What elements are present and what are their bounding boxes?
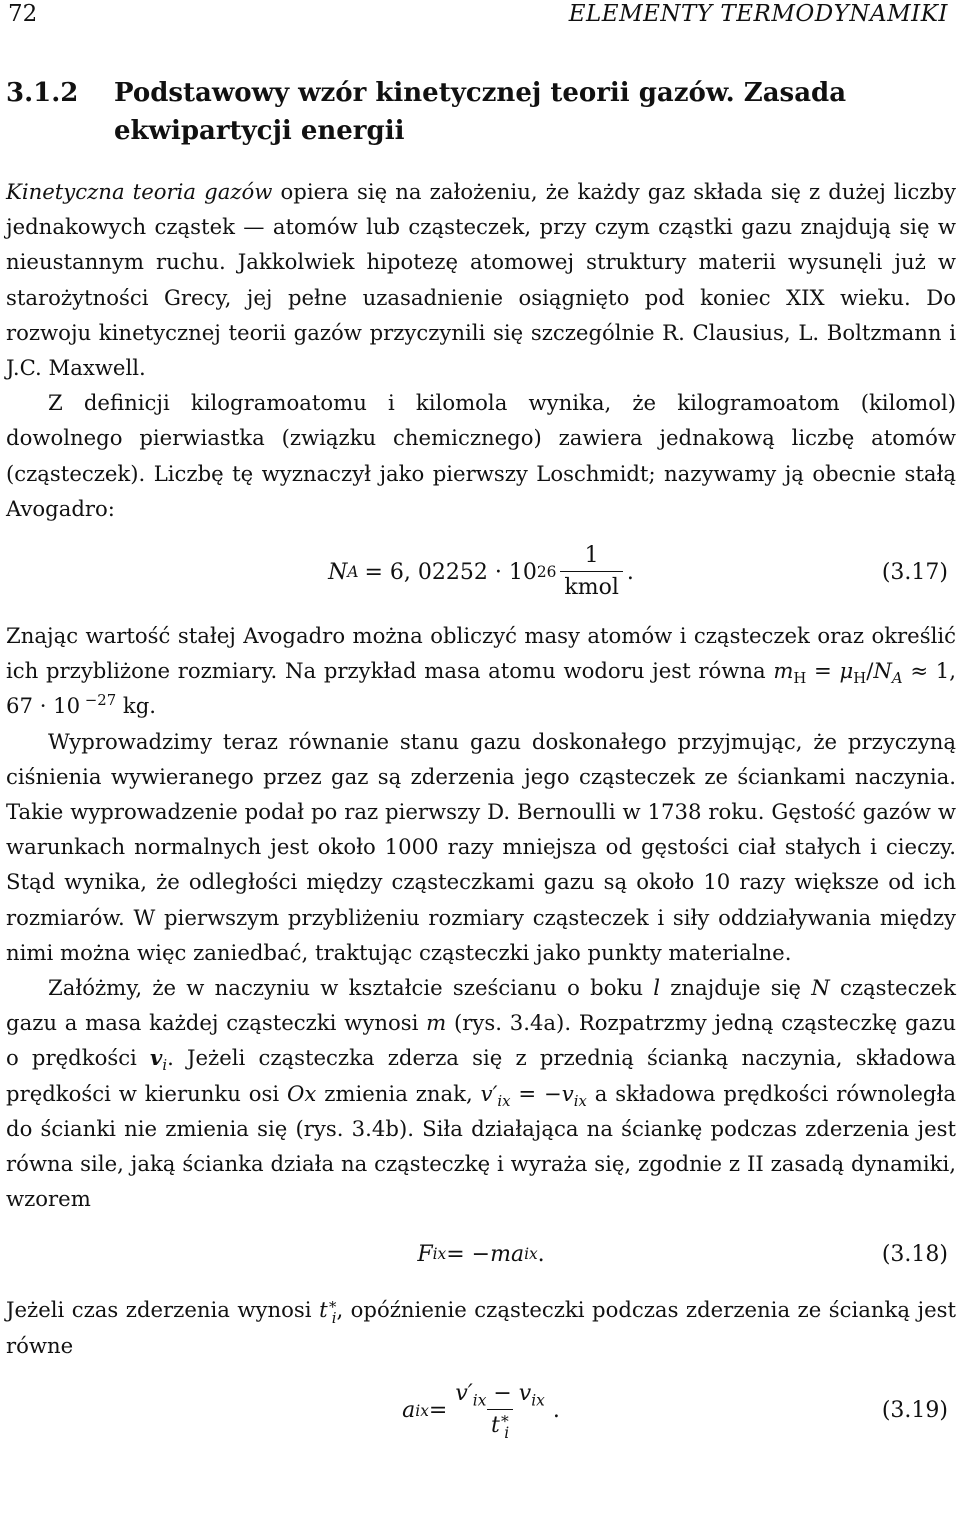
eq-fraction <box>451 1381 549 1440</box>
equation-number: (3.19) <box>881 1398 948 1424</box>
eq-symbol: ma <box>490 1241 525 1267</box>
math-sub: ix <box>573 1092 587 1110</box>
math-t: t <box>490 1413 500 1439</box>
text-run: , opóźnienie cząsteczki podczas zderzenia ze ścianką jest równe <box>6 1297 956 1358</box>
math-sub: ix <box>497 1092 511 1110</box>
text-run: Załóżmy, że w naczyniu w kształcie sześcianu o boku <box>48 975 654 1001</box>
math-v-vector: v <box>150 1045 163 1071</box>
math-sub: H <box>853 670 867 688</box>
eq-fraction <box>560 543 622 602</box>
section-heading <box>6 74 956 150</box>
page-header <box>6 0 956 40</box>
math-exp: −27 <box>80 692 117 710</box>
section-number: 3.1.2 <box>6 78 79 108</box>
paragraph-text: opiera się na założeniu, że każdy gaz składa się z dużej liczby jednakowych cząstek — atomów lub cząsteczek, przy czym cząstki gazu znajdują się w nieustannym ruchu. Jakkolwiek hipotezę atomowej struktury materii wysunęli już w starożytności Grecy, jej pełne uzasadnienie osiągnięto pod koniec XIX wieku. Do rozwoju kinetycznej teorii gazów przyczynili się szczególnie R. Clausius, L. Boltzmann i J.C. Maxwell. <box>6 179 956 381</box>
paragraph-text: Z definicji kilogramoatomu i kilomola wynika, że kilogramoatom (kilomol) dowolnego pierwiastka (związku chemicznego) zawiera jednakową liczbę atomów (cząsteczek). Liczbę tę wyznaczył jako pierwszy Loschmidt; nazywamy ją obecnie stałą Avogadro: <box>6 390 956 521</box>
paragraph-hydrogen-mass <box>6 618 956 724</box>
text-run: (rys. 3.4a). Rozpatrzmy jedną cząsteczkę gazu o prędkości <box>6 1010 956 1071</box>
math-m: m <box>426 1010 447 1036</box>
text-run: Jeżeli czas zderzenia wynosi <box>6 1297 320 1323</box>
kinetic-theory-term: Kinetyczna teoria gazów <box>6 179 273 204</box>
eq-operator: = <box>428 1398 448 1424</box>
text-run: zmienia znak, <box>316 1080 481 1106</box>
math-sub: i <box>162 1057 168 1075</box>
paragraph-collision-time <box>6 1292 956 1362</box>
page-number: 72 <box>8 1 38 27</box>
paragraph-text: Wyprowadzimy teraz równanie stanu gazu doskonałego przyjmując, że przyczyną ciśnienia wywieranego przez gaz są zderzenia jego cząsteczek ze ściankami naczynia. Takie wyprowadzenie podał po raz pierwszy D. Bernoulli w 1738 roku. Gęstość gazów w warunkach normalnych jest około 1000 razy mniejsza od gęstości ciał stałych i cieczy. Stąd wynika, że odległości między cząsteczkami gazu są około 10 razy większe od ich rozmiarów. W pierwszym przybliżeniu rozmiary cząsteczek i siły oddziaływania między nimi można więc zaniedbać, traktując cząsteczki jako punkty materialne. <box>6 728 956 965</box>
math-N: N <box>811 975 830 1001</box>
text-run: . Jeżeli cząsteczka zderza się z przednią ścianką naczynia, składowa prędkości w kierunku osi <box>6 1045 956 1106</box>
equation-body: a ix = $\frac{v'_{ix} - v_{ix}}{t^∗_i}$ . <box>402 1381 560 1442</box>
eq-end: . <box>537 1241 545 1267</box>
equation-body: F ix = − ma ix . <box>417 1241 545 1267</box>
eq-symbol: a <box>402 1398 416 1424</box>
equation-number: (3.18) <box>881 1241 948 1267</box>
math-v-prime: v′ <box>455 1381 473 1407</box>
math-m: m <box>773 658 794 684</box>
text-run: = − <box>510 1080 562 1106</box>
math-v-prime: v′ <box>480 1080 498 1106</box>
fraction-denominator: kmol <box>560 571 622 602</box>
eq-symbol: F <box>417 1241 433 1267</box>
eq-symbol: N <box>328 559 348 585</box>
math-sup: ∗ <box>499 1410 511 1429</box>
paragraph-kinetic-theory <box>6 174 956 385</box>
math-sub: i <box>331 1309 337 1327</box>
equation-3-17 <box>6 526 956 618</box>
paragraph-text: Znając wartość stałej Avogadro można obliczyć masy atomów i cząsteczek oraz określić ich przybliżone rozmiary. Na przykład masa atomu wodoru jest równa <box>6 623 956 684</box>
paragraph-avogadro-intro <box>6 385 956 526</box>
eq-value: = 6, 02252 · 10 <box>364 559 537 585</box>
section-title: Podstawowy wzór kinetycznej teorii gazów. Zasada ekwipartycji energii <box>114 78 847 146</box>
math-unit: kg. <box>116 693 157 719</box>
math-sub: ix <box>472 1391 487 1410</box>
math-Ox: Ox <box>287 1080 317 1106</box>
running-head: ELEMENTY TERMODYNAMIKI <box>568 1 948 27</box>
math-sub: A <box>891 670 903 688</box>
equation-number: (3.17) <box>881 559 948 585</box>
text-run: cząsteczek gazu a masa każdej cząsteczki wynosi <box>6 975 956 1036</box>
math-v: v <box>518 1381 532 1407</box>
math-slash: / <box>866 658 874 684</box>
text-run: a składowa prędkości równoległa do ścianki nie zmienia się (rys. 3.4b). Siła działająca na ściankę podczas zderzenia jest równa sile, jaką ścianka działa na cząsteczkę i wyraża się, zgodnie z II zasadą dynamiki, wzorem <box>6 1080 956 1212</box>
fraction-denominator <box>487 1409 513 1440</box>
paragraph-cube-model <box>6 970 956 1216</box>
math-sup: ∗ <box>327 1296 338 1314</box>
math-eq: = <box>806 658 840 684</box>
text-run: znajduje się <box>659 975 812 1001</box>
equation-body: N A = 6, 02252 · 10 26 $\frac{1}{\text{kmol}}$ . <box>328 542 634 600</box>
math-v: v <box>561 1080 574 1106</box>
math-mu: μ <box>839 658 854 684</box>
fraction-numerator <box>451 1381 549 1409</box>
math-sub: ix <box>531 1391 545 1410</box>
paragraph-derivation <box>6 724 956 970</box>
equation-3-18 <box>6 1216 956 1292</box>
equation-3-19 <box>6 1363 956 1459</box>
math-sub: H <box>793 670 807 688</box>
fraction-numerator: 1 <box>584 542 599 568</box>
math-sub: i <box>504 1423 510 1442</box>
math-minus: − <box>486 1381 519 1407</box>
math-t: t <box>319 1297 328 1323</box>
math-N: N <box>873 658 892 684</box>
math-l: l <box>653 975 660 1001</box>
eq-operator: = − <box>446 1241 491 1267</box>
math-approx: ≈ 1, 67 · 10 <box>6 658 956 719</box>
eq-end: . <box>626 559 634 585</box>
eq-end: . <box>552 1398 560 1424</box>
